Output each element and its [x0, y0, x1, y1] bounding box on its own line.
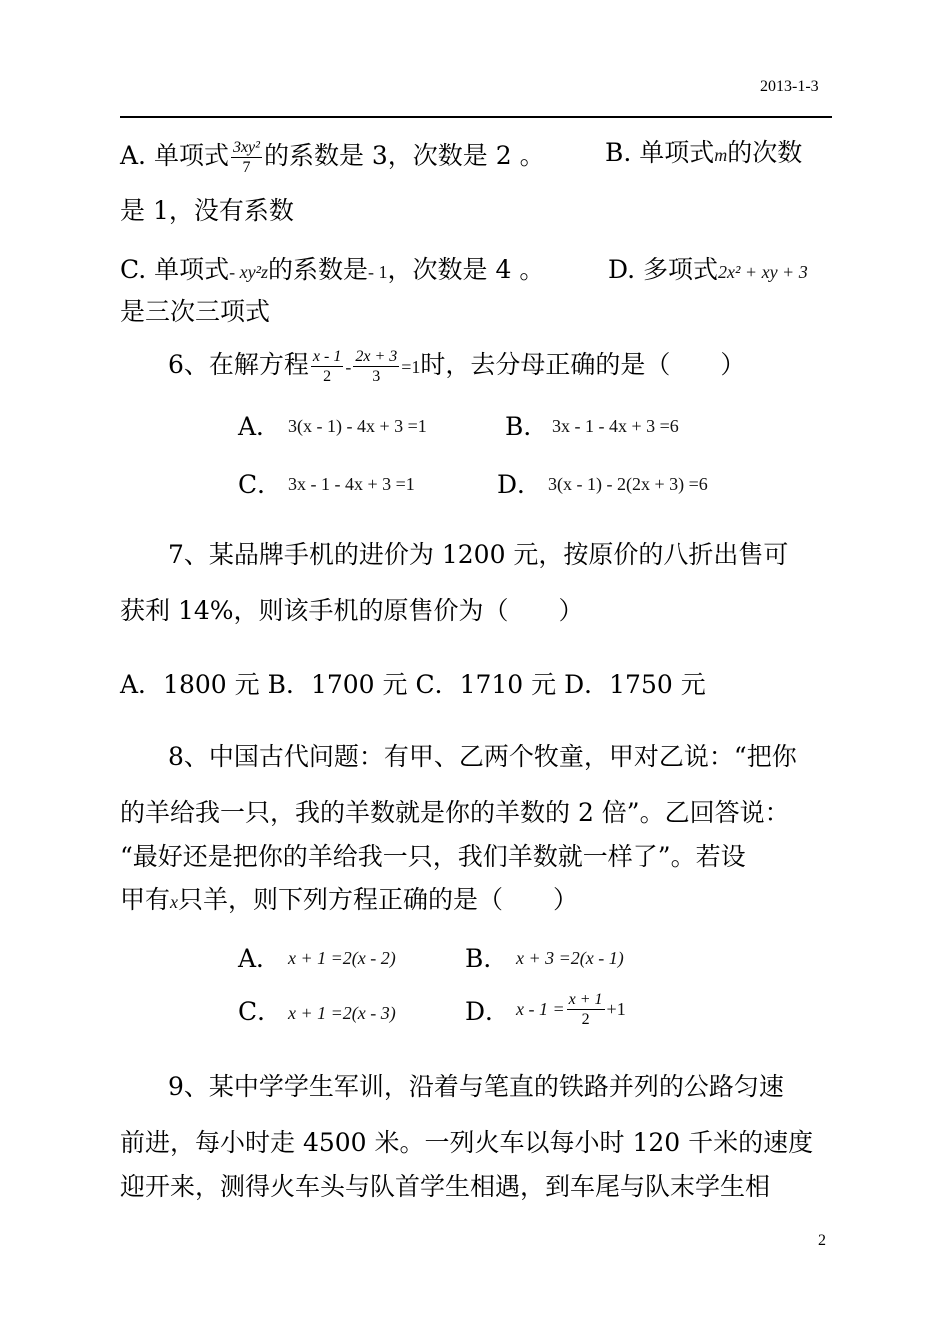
q5-option-c-expr: - xy²z	[229, 262, 269, 282]
q8-line-4	[120, 885, 578, 917]
header-rule	[120, 116, 832, 118]
q6-option-d-expr: 3(x - 1) - 2(2x + 3) =6	[548, 474, 708, 494]
q5-option-d-label: D. 多项式	[608, 255, 719, 284]
fraction-numerator: x - 1	[312, 348, 342, 365]
q6-option-a-label: A．	[238, 412, 282, 441]
q6-option-a-expr: 3(x - 1) - 4x + 3 =1	[288, 416, 427, 436]
q7-line-1: 7、某品牌手机的进价为 1200 元，按原价的八折出售可	[168, 540, 789, 569]
q8-line-1: 8、中国古代问题：有甲、乙两个牧童，甲对乙说：“把你	[168, 742, 797, 771]
page-number: 2	[818, 1232, 826, 1249]
fraction-denominator: 2	[323, 368, 332, 385]
q5-option-b-tail: 的次数	[727, 138, 803, 167]
q8-line-4-post: 只羊，则下列方程正确的是（ ）	[178, 885, 579, 914]
q8-option-d-expr	[516, 990, 626, 1029]
q6-fraction-2	[353, 347, 399, 386]
q6-fraction-1	[311, 347, 343, 386]
q8-line-2: 的羊给我一只，我的羊数就是你的羊数的 2 倍”。乙回答说：	[120, 798, 790, 827]
q9-line-3: 迎开来，测得火车头与队首学生相遇，到车尾与队末学生相	[120, 1172, 771, 1201]
q5-option-c-mid: 的系数是	[268, 255, 369, 284]
q5-option-a-fraction	[231, 138, 262, 177]
q8-line-3: “最好还是把你的羊给我一只，我们羊数就一样了”。若设	[120, 842, 746, 871]
q6-option-b-label: B．	[505, 412, 549, 441]
header-date: 2013-1-3	[760, 78, 819, 95]
q5-option-a	[120, 138, 545, 177]
q5-option-b-label: B. 单项式	[605, 138, 715, 167]
q9-line-2: 前进，每小时走 4500 米。一列火车以每小时 120 千米的速度	[120, 1128, 814, 1157]
q6-stem	[168, 347, 745, 386]
q5-option-d	[608, 255, 808, 287]
q5-option-c-label: C. 单项式	[120, 255, 230, 284]
fraction-denominator: 7	[242, 159, 251, 176]
fraction-numerator: 3xy²	[232, 139, 260, 156]
q8-option-a-expr: x + 1 =2(x - 2)	[288, 948, 396, 968]
q8-option-b-expr: x + 3 =2(x - 1)	[516, 948, 624, 968]
q9-line-1: 9、某中学学生军训，沿着与笔直的铁路并列的公路匀速	[168, 1072, 784, 1101]
q8-option-b-label: B．	[465, 944, 509, 973]
q6-option-c-label: C．	[238, 470, 283, 499]
q5-option-d-continued: 是三次三项式	[120, 297, 271, 326]
q5-option-b-continued: 是 1，没有系数	[120, 196, 294, 225]
q6-stem-post: 时，去分母正确的是（ ）	[420, 350, 746, 379]
q8-option-d-post: +1	[606, 999, 626, 1019]
q7-line-2: 获利 14%，则该手机的原售价为（ ）	[120, 596, 584, 625]
q6-option-c-expr: 3x - 1 - 4x + 3 =1	[288, 474, 415, 494]
q6-stem-pre: 6、在解方程	[168, 350, 309, 379]
q5-option-c-value: - 1	[368, 262, 388, 282]
q8-option-d-fraction	[567, 990, 605, 1029]
q8-line-4-pre: 甲有	[120, 885, 171, 914]
q8-option-d-label: D．	[465, 997, 511, 1026]
q6-option-b-expr: 3x - 1 - 4x + 3 =6	[552, 416, 679, 436]
q8-option-c-expr: x + 1 =2(x - 3)	[288, 1003, 396, 1023]
fraction-numerator: x + 1	[568, 991, 603, 1008]
fraction-denominator: 3	[372, 368, 381, 385]
q8-option-a-label: A．	[238, 944, 282, 973]
q5-option-b	[605, 138, 802, 170]
q5-option-a-label: A. 单项式	[120, 141, 229, 170]
q5-option-b-var: m	[714, 145, 728, 165]
q8-option-d-pre: x - 1 =	[516, 999, 565, 1019]
q5-option-c-tail: ，次数是 4 。	[387, 255, 545, 284]
q8-option-c-label: C．	[238, 997, 283, 1026]
q5-option-c	[120, 255, 544, 287]
q5-option-d-expr: 2x² + xy + 3	[718, 262, 808, 282]
fraction-numerator: 2x + 3	[355, 348, 398, 365]
q8-var-x: x	[170, 892, 179, 912]
q6-option-d-label: D．	[497, 470, 543, 499]
q5-option-a-tail: 的系数是 3，次数是 2 。	[263, 141, 545, 170]
q6-minus: -	[345, 357, 352, 377]
fraction-denominator: 2	[581, 1011, 590, 1028]
q6-equals: =1	[401, 357, 421, 377]
q7-options: A．1800 元 B．1700 元 C．1710 元 D．1750 元	[120, 670, 706, 699]
